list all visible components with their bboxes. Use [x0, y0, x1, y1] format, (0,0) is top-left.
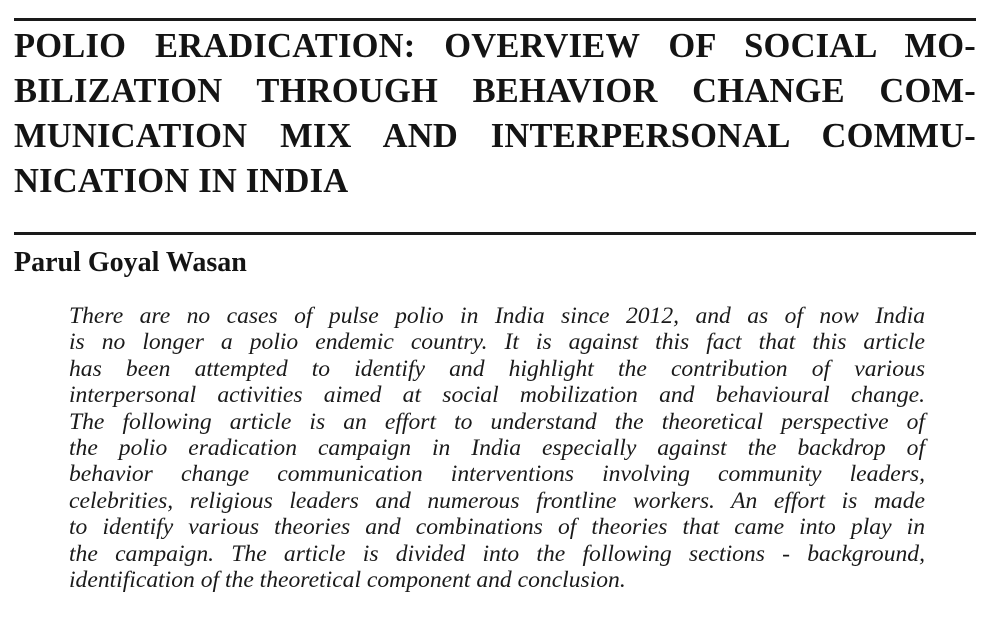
abstract-line: celebrities, religious leaders and numerous frontline workers. An effort is made	[69, 487, 925, 514]
title-top-rule	[14, 18, 976, 21]
title-bottom-rule	[14, 232, 976, 235]
abstract-line: behavior change communication interventions involving community leaders,	[69, 461, 925, 488]
abstract-line: There are no cases of pulse polio in India since 2012, and as of now India	[69, 303, 925, 329]
abstract-line: is no longer a polio endemic country. It is against this fact that this article	[69, 329, 925, 356]
title-line: BILIZATION THROUGH BEHAVIOR CHANGE COM-	[14, 72, 976, 110]
title-line: MUNICATION MIX AND INTERPERSONAL COMMU-	[14, 117, 976, 155]
article-title	[14, 24, 976, 204]
abstract-line: the polio eradication campaign in India especially against the backdrop of	[69, 435, 925, 462]
abstract-line: The following article is an effort to understand the theoretical perspective of	[69, 408, 925, 435]
abstract-line: identification of the theoretical component and conclusion.	[69, 567, 626, 594]
abstract-line: has been attempted to identify and highlight the contribution of various	[69, 355, 925, 382]
title-line: POLIO ERADICATION: OVERVIEW OF SOCIAL MO-	[14, 27, 976, 65]
abstract-line: interpersonal activities aimed at social mobilization and behavioural change.	[69, 382, 925, 409]
abstract-line: to identify various theories and combinations of theories that came into play in	[69, 514, 925, 541]
abstract	[69, 303, 925, 593]
title-line: NICATION IN INDIA	[14, 162, 349, 200]
author-name: Parul Goyal Wasan	[14, 247, 247, 278]
abstract-line: the campaign. The article is divided into the following sections - background,	[69, 540, 925, 567]
